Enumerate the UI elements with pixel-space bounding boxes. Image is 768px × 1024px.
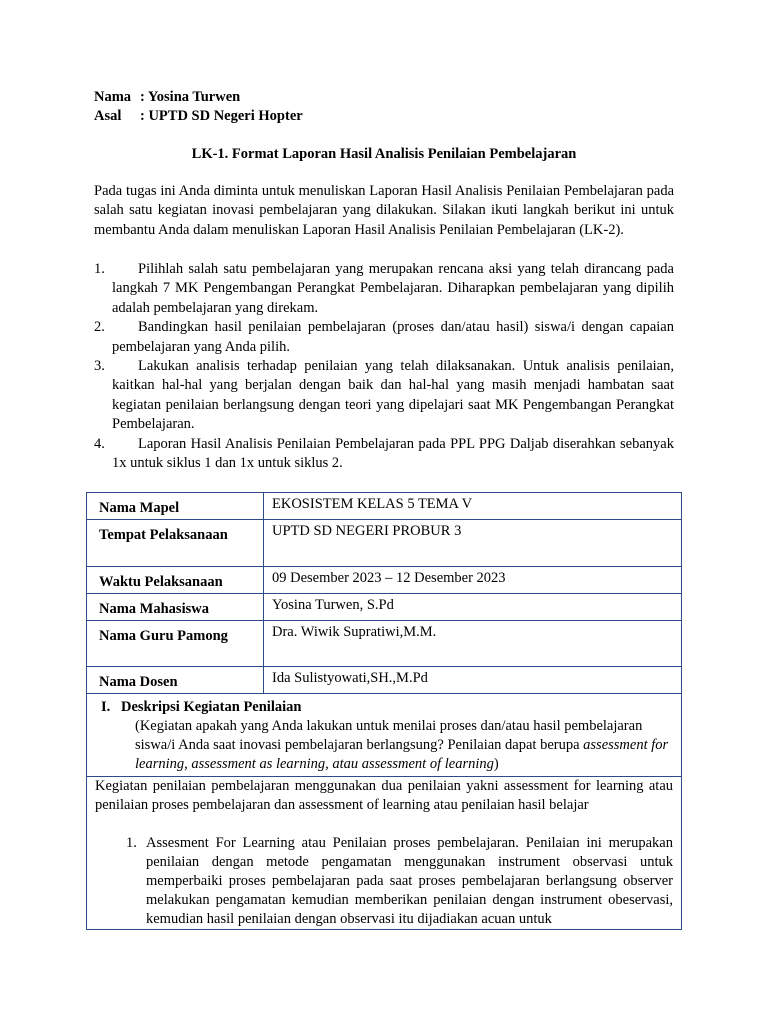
- table-row: [87, 493, 682, 520]
- origin-label: Asal: [94, 108, 122, 124]
- row-key: Waktu Pelaksanaan: [87, 567, 264, 594]
- section-body-cell: [87, 777, 682, 930]
- row-key: Nama Mapel: [87, 493, 264, 520]
- row-value: UPTD SD NEGERI PROBUR 3: [264, 520, 682, 567]
- instruction-text: Bandingkan hasil penilaian pembelajaran (proses dan/atau hasil) siswa/i dengan capaian pembelajaran yang Anda pilih.: [112, 319, 674, 355]
- document-title: LK-1. Format Laporan Hasil Analisis Penilaian Pembelajaran: [191, 146, 577, 162]
- guidance-close: ): [493, 756, 499, 772]
- section-body-row: [87, 777, 682, 930]
- origin-row: [94, 107, 303, 126]
- row-value: Dra. Wiwik Supratiwi,M.M.: [264, 621, 682, 667]
- report-info-table: [86, 492, 682, 930]
- name-label: Nama: [94, 89, 132, 105]
- instruction-number: 3.: [94, 358, 105, 375]
- section-title: Deskripsi Kegiatan Penilaian: [121, 699, 302, 715]
- instruction-item: [94, 435, 674, 474]
- instruction-number: 2.: [94, 319, 105, 336]
- body-list-item: [95, 834, 673, 929]
- table-row: [87, 594, 682, 621]
- table-row: [87, 520, 682, 567]
- intro-paragraph: Pada tugas ini Anda diminta untuk menuliskan Laporan Hasil Analisis Penilaian Pembelajaran pada salah satu kegiatan inovasi pembelajaran yang dilakukan. Silakan ikuti langkah berikut ini untuk membantu Anda dalam menuliskan Laporan Hasil Analisis Penilaian Pembelajaran (LK-2).: [94, 183, 674, 238]
- identity-block: [94, 88, 303, 126]
- row-key: Nama Dosen: [87, 667, 264, 694]
- section-heading: [101, 698, 673, 717]
- section-heading-cell: [87, 694, 682, 777]
- table-row: [87, 667, 682, 694]
- table-row: [87, 567, 682, 594]
- body-list-number: 1.: [126, 835, 137, 851]
- instruction-number: 4.: [94, 435, 105, 452]
- instruction-text: Laporan Hasil Analisis Penilaian Pembelajaran pada PPL PPG Daljab diserahkan sebanyak 1x untuk siklus 1 dan 1x untuk siklus 2.: [112, 435, 674, 472]
- instruction-item: [94, 357, 674, 435]
- section-heading-row: [87, 694, 682, 777]
- section-guidance: [101, 717, 673, 774]
- row-value: Yosina Turwen, S.Pd: [264, 594, 682, 621]
- name-row: [94, 88, 303, 107]
- table-row: [87, 621, 682, 667]
- row-value: EKOSISTEM KELAS 5 TEMA V: [264, 493, 682, 520]
- instruction-list: [94, 260, 674, 473]
- row-key: Nama Mahasiswa: [87, 594, 264, 621]
- body-paragraph: Kegiatan penilaian pembelajaran menggunakan dua penilaian yakni assessment for learning atau penilaian proses pembelajaran dan assessment of learning atau penilaian hasil belajar: [95, 778, 673, 813]
- origin-value: : UPTD SD Negeri Hopter: [140, 108, 303, 124]
- instruction-item: [94, 318, 674, 357]
- guidance-text: (Kegiatan apakah yang Anda lakukan untuk menilai proses dan/atau hasil pembelajaran siswa/i Anda saat inovasi pembelajaran berlangsung? Penilaian dapat berupa: [135, 718, 643, 753]
- instruction-number: 1.: [94, 261, 105, 277]
- name-value: : Yosina Turwen: [140, 89, 241, 105]
- section-body: [87, 777, 681, 929]
- row-key: Nama Guru Pamong: [87, 621, 264, 667]
- row-value: 09 Desember 2023 – 12 Desember 2023: [264, 567, 682, 594]
- row-value: Ida Sulistyowati,SH.,M.Pd: [264, 667, 682, 694]
- row-key: Tempat Pelaksanaan: [87, 520, 264, 567]
- instruction-text: Pilihlah salah satu pembelajaran yang merupakan rencana aksi yang telah dirancang pada langkah 7 MK Pengembangan Perangkat Pembelajaran. Diharapkan pembelajaran yang dipilih adalah pembelajaran yang direkam.: [112, 261, 674, 316]
- instruction-text: Lakukan analisis terhadap penilaian yang telah dilaksanakan. Untuk analisis penilaian, kaitkan hal-hal yang berjalan dengan baik dan hal-hal yang masih menjadi hambatan saat kegiatan penilaian berlangsung dengan teori yang dipelajari saat MK Pengembangan Perangkat Pembelajaran.: [112, 358, 674, 433]
- instruction-item: [94, 260, 674, 318]
- section-number: I.: [101, 699, 111, 715]
- guidance-italic-text: assessment for learning, assessment as learning, atau assessment of learning: [135, 737, 669, 772]
- body-list-text: Assesment For Learning atau Penilaian proses pembelajaran. Penilaian ini merupakan penilaian dengan metode pengamatan menggunakan instrument observasi untuk memperbaiki proses pembelajaran pada saat proses pembelajaran berlangsung observer melakukan pengamatan kemudian memberikan penilaian dengan instrument obeservasi, kemudian hasil penilaian dengan observasi itu dijadiakan acuan untuk: [146, 835, 673, 927]
